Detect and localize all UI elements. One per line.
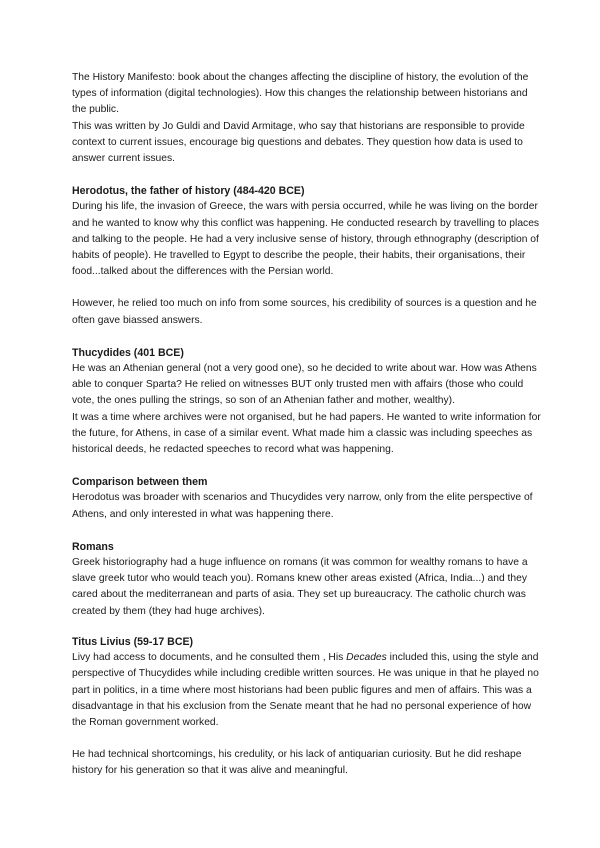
livius-text-after: included this, using the style and perspective of Thucydides while including credible written sources. He was unique in that he played no part in politics, in a time where most historians had been public figures and men of affairs. This was a disadvantage in that his exclusion from the Senate meant that he had no personal experience of how the Roman government worked. (72, 652, 539, 728)
comparison-heading: Comparison between them (72, 476, 208, 489)
intro-paragraph-2: This was written by Jo Guldi and David Armitage, who say that historians are responsible to provide context to current issues, encourage big questions and debates. They question how data is used to answer current issues. (72, 120, 525, 165)
intro-paragraph-1: The History Manifesto: book about the changes affecting the discipline of history, the evolution of the types of information (digital technologies). How this changes the relationship between historians and the public. (72, 72, 529, 116)
thucydides-paragraph-1: He was an Athenian general (not a very good one), so he decided to write about war. How was Athens able to conquer Sparta? He relied on witnesses BUT only trusted men with affairs (those who could vote, the ones pulling the strings, so son of an Athenian father and mother, wealthy). (72, 363, 537, 407)
livius-paragraph-2: He had technical shortcomings, his credulity, or his lack of antiquarian curiosity. But he did reshape history for his generation so that it was alive and meaningful. (72, 749, 522, 777)
livius-text-before: Livy had access to documents, and he consulted them , His (72, 652, 347, 664)
thucydides-heading: Thucydides (401 BCE) (72, 346, 184, 359)
romans-paragraph: Greek historiography had a huge influence on romans (it was common for wealthy romans to have a slave greek tutor who would teach you). Romans knew other areas existed (Africa, India...) and they cared about the mediterranean and parts of asia. They set up bureaucracy. The catholic church was created by them (they had huge archives). (72, 557, 528, 617)
livius-heading: Titus Livius (59-17 BCE) (72, 635, 194, 648)
livius-paragraph-1 (72, 650, 544, 731)
comparison-paragraph: Herodotus was broader with scenarios and Thucydides very narrow, only from the elite perspective of Athens, and only interested in what was happening there. (72, 492, 533, 520)
herodotus-paragraph-1: During his life, the invasion of Greece, the wars with persia occurred, while he was living on the border and he wanted to know why this conflict was happening. He conducted research by travelling to places and talking to the people. He had a very inclusive sense of history, through ethnography (description of habits of people). He travelled to Egypt to describe the people, their habits, their organisations, their food...talked about the differences with the Persian world. (72, 201, 540, 278)
romans-heading: Romans (72, 540, 114, 553)
decades-title: Decades (346, 652, 387, 664)
herodotus-paragraph-2: However, he relied too much on info from some sources, his credibility of sources is a question and he often gave biassed answers. (72, 298, 537, 326)
herodotus-heading: Herodotus, the father of history (484-420 BCE) (72, 185, 305, 198)
thucydides-paragraph-2: It was a time where archives were not organised, but he had papers. He wanted to write information for the future, for Athens, in case of a similar event. What made him a classic was including speeches as historical deeds, he redacted speeches to record what was happening. (72, 411, 541, 456)
